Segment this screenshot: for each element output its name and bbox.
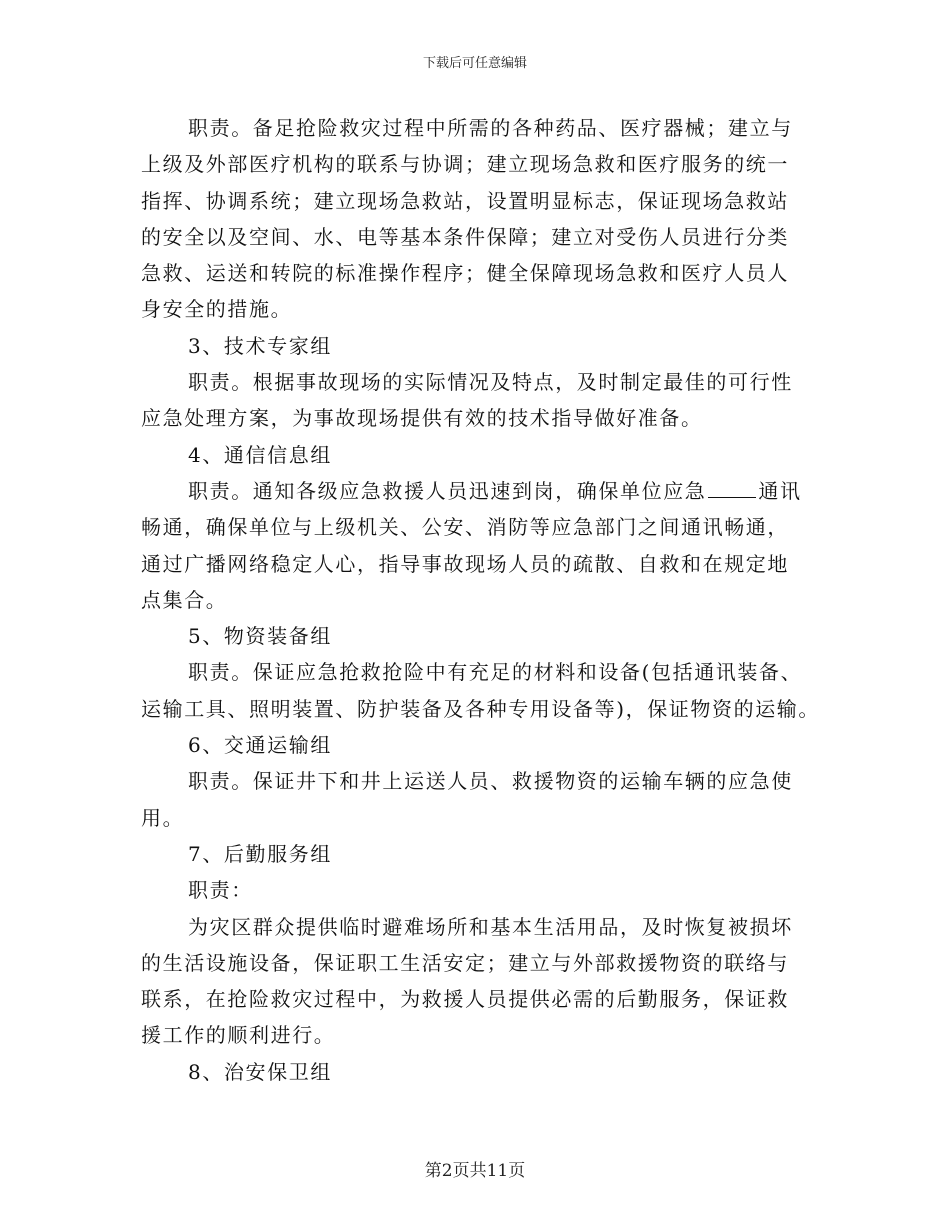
paragraph-line: 的安全以及空间、水、电等基本条件保障；建立对受伤人员进行分类 [141,224,789,249]
blank-underline [708,475,756,498]
paragraph-line: 身安全的措施。 [141,297,293,322]
section-heading: 7、后勤服务组 [188,841,332,866]
line-segment: 通讯 [758,478,802,503]
paragraph-line: 通过广播网络稳定人心，指导事故现场人员的疏散、自救和在规定地 [141,551,789,576]
paragraph-line: 职责。保证应急抢救抢险中有充足的材料和设备(包括通讯装备、 [188,660,803,685]
paragraph-line: 职责。根据事故现场的实际情况及特点，及时制定最佳的可行性 [188,370,793,395]
section-heading: 8、治安保卫组 [188,1059,332,1084]
section-heading: 4、通信信息组 [188,442,332,467]
line-segment: 职责。通知各级应急救援人员迅速到岗，确保单位应急 [188,478,707,503]
paragraph-line: 运输工具、照明装置、防护装备及各种专用设备等)，保证物资的运输。 [141,696,821,721]
paragraph-line: 上级及外部医疗机构的联系与协调；建立现场急救和医疗服务的统一 [141,152,789,177]
section-heading: 3、技术专家组 [188,333,332,358]
paragraph-line: 职责。备足抢险救灾过程中所需的各种药品、医疗器械；建立与 [188,116,793,140]
paragraph-line: 用。 [141,805,185,830]
page-footer: 第2页共11页 [424,1161,526,1181]
paragraph-line: 的生活设施设备，保证职工生活安定；建立与外部救援物资的联络与 [141,950,789,975]
paragraph-line: 联系，在抢险救灾过程中，为救援人员提供必需的后勤服务，保证救 [141,987,789,1012]
paragraph-line: 职责： [188,878,253,903]
paragraph-line: 急救、运送和转院的标准操作程序；健全保障现场急救和医疗人员人 [141,261,789,286]
paragraph-line: 援工作的顺利进行。 [141,1023,336,1048]
paragraph-line: 为灾区群众提供临时避难场所和基本生活用品，及时恢复被损坏 [188,914,793,939]
paragraph-line: 应急处理方案，为事故现场提供有效的技术指导做好准备。 [141,406,703,431]
document-body [141,110,821,1090]
page-header: 下载后可任意编辑 [422,56,527,71]
paragraph-line: 畅通，确保单位与上级机关、公安、消防等应急部门之间通讯畅通， [141,515,789,540]
section-heading: 6、交通运输组 [188,733,332,758]
paragraph-line: 指挥、协调系统；建立现场急救站，设置明显标志，保证现场急救站 [141,188,789,213]
paragraph-line: 点集合。 [141,587,228,612]
paragraph-line [141,473,821,509]
paragraph-line: 职责。保证井下和井上运送人员、救援物资的运输车辆的应急使 [188,769,793,794]
section-heading: 5、物资装备组 [188,624,332,649]
